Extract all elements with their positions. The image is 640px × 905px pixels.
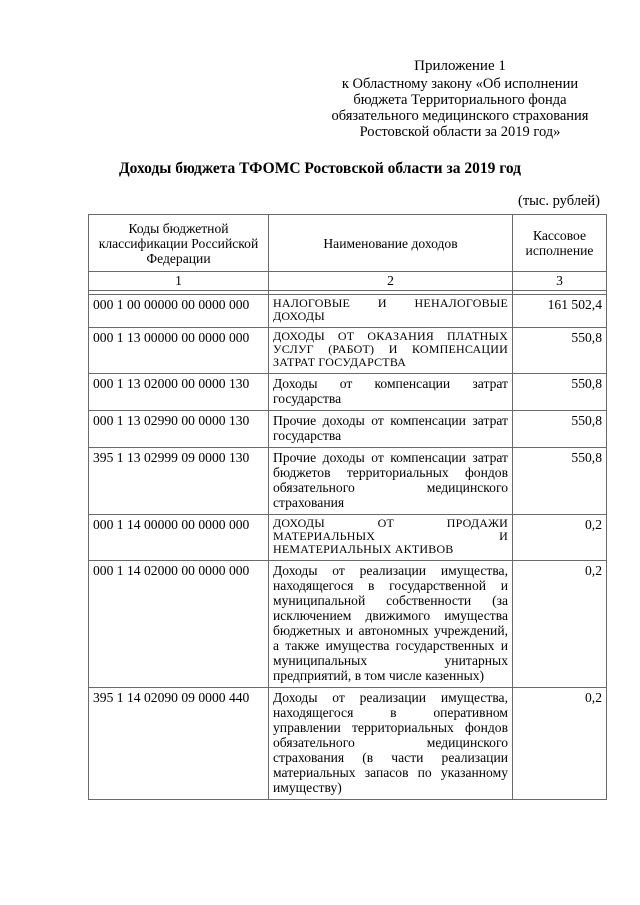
table-row — [89, 448, 607, 515]
column-number: 2 — [269, 272, 513, 291]
row-name: Доходы от реализации имущества, находящегося в оперативном управлении территориальных фондов обязательного медицинского страхования (в части реализации материальных запасов по указанному имуществу) — [269, 688, 513, 800]
row-name: ДОХОДЫ ОТ ПРОДАЖИ МАТЕРИАЛЬНЫХ И НЕМАТЕРИАЛЬНЫХ АКТИВОВ — [269, 515, 513, 561]
row-name: Прочие доходы от компенсации затрат государства — [269, 411, 513, 448]
income-table — [88, 214, 607, 800]
column-number: 3 — [513, 272, 607, 291]
annex-line: обязательного медицинского страхования — [331, 108, 589, 124]
row-amount: 550,8 — [513, 328, 607, 374]
row-code: 395 1 13 02999 09 0000 130 — [89, 448, 269, 515]
row-code: 000 1 13 02990 00 0000 130 — [89, 411, 269, 448]
table-row — [89, 374, 607, 411]
row-amount: 161 502,4 — [513, 295, 607, 328]
table-header-row — [89, 215, 607, 272]
row-name: Доходы от реализации имущества, находящегося в государственной и муниципальной собственности (за исключением движимого имущества бюджетных и автономных учреждений, а также имущества государственных и муниципальных унитарных предприятий, в том числе казенных) — [269, 561, 513, 688]
row-amount: 550,8 — [513, 411, 607, 448]
table-row — [89, 295, 607, 328]
table-row — [89, 688, 607, 800]
annex-line: к Областному закону «Об исполнении — [341, 76, 579, 92]
annex-title: Приложение 1 — [414, 58, 506, 74]
row-amount: 0,2 — [513, 515, 607, 561]
header-codes: Коды бюджетной классификации Российской Федерации — [89, 215, 269, 272]
row-code: 000 1 13 02000 00 0000 130 — [89, 374, 269, 411]
column-number: 1 — [89, 272, 269, 291]
row-amount: 550,8 — [513, 374, 607, 411]
row-name: Прочие доходы от компенсации затрат бюджетов территориальных фондов обязательного медицинского страхования — [269, 448, 513, 515]
row-name: ДОХОДЫ ОТ ОКАЗАНИЯ ПЛАТНЫХ УСЛУГ (РАБОТ) И КОМПЕНСАЦИИ ЗАТРАТ ГОСУДАРСТВА — [269, 328, 513, 374]
row-amount: 550,8 — [513, 448, 607, 515]
table-row — [89, 328, 607, 374]
table-row — [89, 411, 607, 448]
row-code: 000 1 14 00000 00 0000 000 — [89, 515, 269, 561]
annex-line: бюджета Территориального фонда — [353, 92, 567, 108]
row-name: НАЛОГОВЫЕ И НЕНАЛОГОВЫЕ ДОХОДЫ — [269, 295, 513, 328]
annex-block — [316, 58, 604, 140]
header-name: Наименование доходов — [269, 215, 513, 272]
row-amount: 0,2 — [513, 561, 607, 688]
row-code: 000 1 14 02000 00 0000 000 — [89, 561, 269, 688]
row-code: 395 1 14 02090 09 0000 440 — [89, 688, 269, 800]
row-code: 000 1 00 00000 00 0000 000 — [89, 295, 269, 328]
table-row — [89, 515, 607, 561]
table-row — [89, 561, 607, 688]
unit-note: (тыс. рублей) — [518, 193, 600, 209]
row-name: Доходы от компенсации затрат государства — [269, 374, 513, 411]
row-amount: 0,2 — [513, 688, 607, 800]
column-number-row — [89, 272, 607, 291]
annex-line: Ростовской области за 2019 год» — [359, 124, 561, 140]
document-title: Доходы бюджета ТФОМС Ростовской области за 2019 год — [118, 160, 522, 177]
row-code: 000 1 13 00000 00 0000 000 — [89, 328, 269, 374]
header-amount: Кассовое исполнение — [513, 215, 607, 272]
